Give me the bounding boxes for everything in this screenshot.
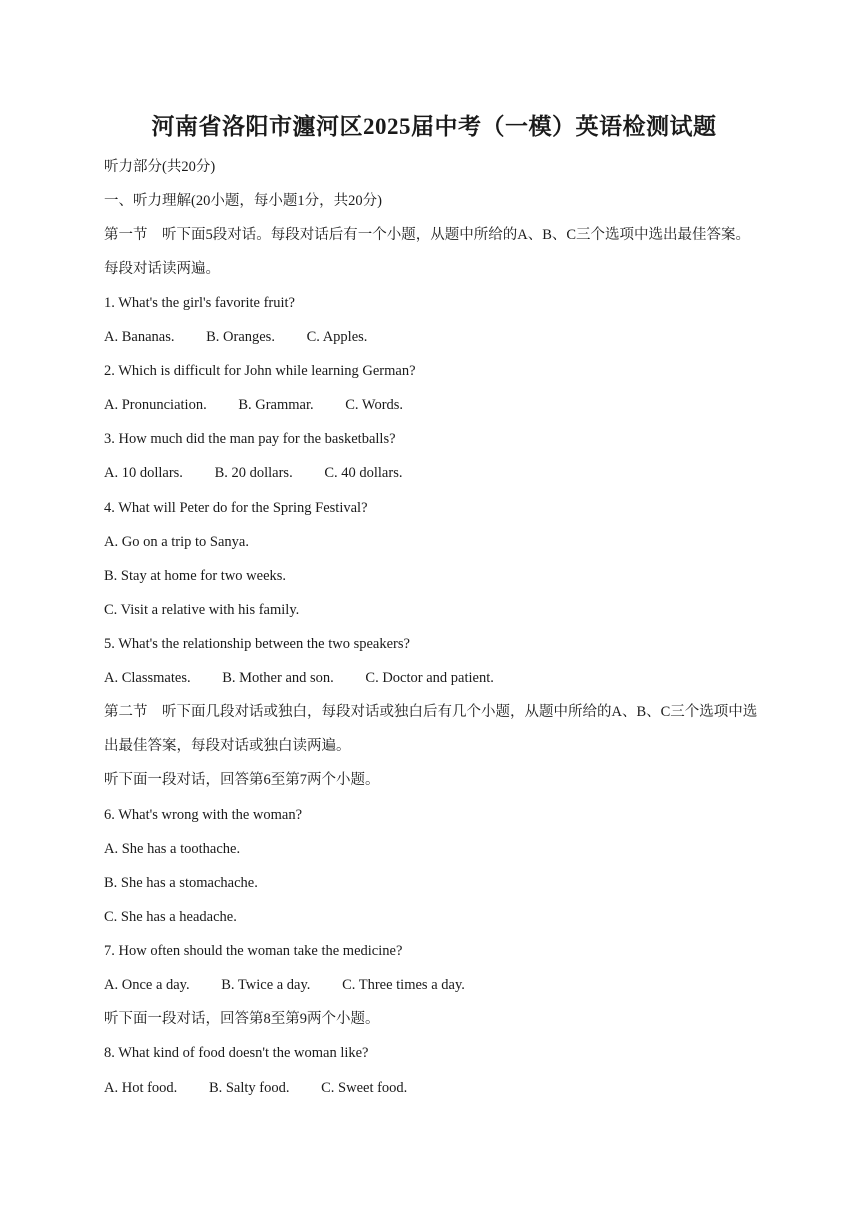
question-stem: 2. Which is difficult for John while learning German? <box>104 363 416 379</box>
option: B. Stay at home for two weeks. <box>104 568 287 584</box>
question-stem: 3. How much did the man pay for the basketballs? <box>104 431 396 447</box>
question-options <box>104 975 764 995</box>
option: C. 40 dollars. <box>324 465 403 481</box>
option: B. Twice a day. <box>221 977 311 993</box>
question-options <box>104 463 764 483</box>
option: B. Oranges. <box>206 329 275 345</box>
dialogue-instruction: 听下面一段对话，回答第6至第7两个小题。 <box>104 772 380 788</box>
option: C. Doctor and patient. <box>365 670 494 686</box>
question-options <box>104 1078 764 1098</box>
option: C. Sweet food. <box>321 1080 408 1096</box>
question-options <box>104 327 764 347</box>
option: B. She has a stomachache. <box>104 875 258 891</box>
option: A. Once a day. <box>104 977 190 993</box>
listening-section-heading: 听力部分(共20分) <box>104 159 216 175</box>
option: C. Apples. <box>306 329 368 345</box>
option: C. She has a headache. <box>104 909 237 925</box>
question-options <box>104 668 764 688</box>
question-stem: 5. What's the relationship between the two speakers? <box>104 636 410 652</box>
option: A. Classmates. <box>104 670 191 686</box>
dialogue-instruction: 听下面一段对话，回答第8至第9两个小题。 <box>104 1011 380 1027</box>
question-stem: 1. What's the girl's favorite fruit? <box>104 295 295 311</box>
part-one-heading: 一、听力理解(20小题，每小题1分，共20分) <box>104 193 382 209</box>
question-stem: 6. What's wrong with the woman? <box>104 807 303 823</box>
exam-title: 河南省洛阳市瀍河区2025届中考（一模）英语检测试题 <box>151 114 717 139</box>
option: A. Go on a trip to Sanya. <box>104 534 249 550</box>
option: B. 20 dollars. <box>214 465 293 481</box>
option: C. Words. <box>345 397 404 413</box>
option: A. Hot food. <box>104 1080 178 1096</box>
option: A. She has a toothache. <box>104 841 241 857</box>
option: A. Bananas. <box>104 329 175 345</box>
question-options <box>104 395 764 415</box>
option: A. Pronunciation. <box>104 397 207 413</box>
option: A. 10 dollars. <box>104 465 183 481</box>
question-stem: 4. What will Peter do for the Spring Festival? <box>104 500 368 516</box>
section-one-instruction: 第一节 听下面5段对话。每段对话后有一个小题，从题中所给的A、B、C三个选项中选出最佳答案。每段对话读两遍。 <box>104 227 751 277</box>
option: C. Visit a relative with his family. <box>104 602 300 618</box>
option: B. Grammar. <box>238 397 314 413</box>
section-two-instruction: 第二节 听下面几段对话或独白，每段对话或独白后有几个小题，从题中所给的A、B、C三个选项中选出最佳答案，每段对话或独白读两遍。 <box>104 704 758 754</box>
option: C. Three times a day. <box>342 977 465 993</box>
option: B. Salty food. <box>208 1080 290 1096</box>
question-stem: 8. What kind of food doesn't the woman like? <box>104 1045 369 1061</box>
question-stem: 7. How often should the woman take the medicine? <box>104 943 403 959</box>
option: B. Mother and son. <box>222 670 334 686</box>
